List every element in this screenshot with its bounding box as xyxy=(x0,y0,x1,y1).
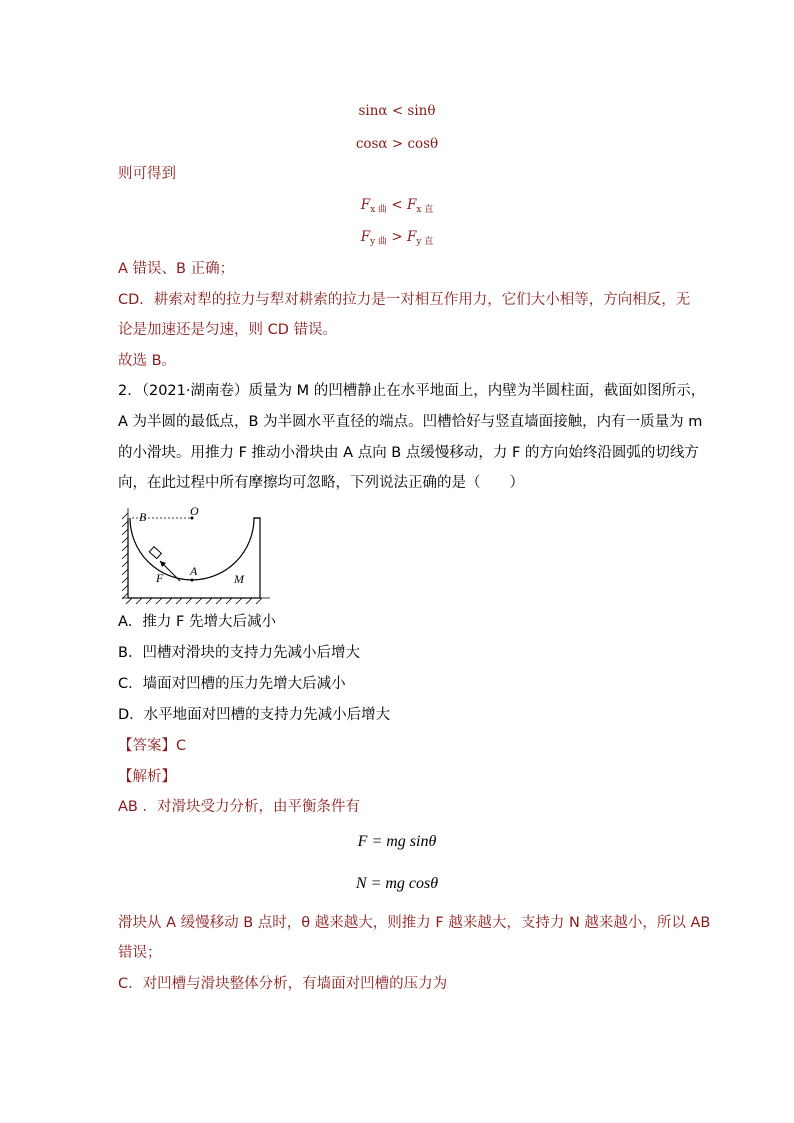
formula-cos: cosα > cosθ xyxy=(355,136,439,152)
question-line-3: 的小滑块。用推力 F 推动小滑块由 A 点向 B 点缓慢移动，力 F 的方向始终沿圆弧的切线方 xyxy=(118,445,699,461)
label-b: B xyxy=(139,510,147,524)
analysis-c-intro: C．对凹槽与滑块整体分析，有墙面对凹槽的压力为 xyxy=(118,976,448,992)
conclusion-ab: A 错误、B 正确； xyxy=(118,261,235,277)
formula-fy: $F_{y 曲} > F_{y 直}$ xyxy=(360,229,434,247)
slider-block xyxy=(149,547,161,559)
choose-b: 故选 B。 xyxy=(118,353,177,369)
question-line-4: 向，在此过程中所有摩擦均可忽略，下列说法正确的是（ ） xyxy=(118,475,524,491)
option-b: B．凹槽对滑块的支持力先减小后增大 xyxy=(118,645,360,661)
ground-hatch xyxy=(122,598,270,604)
lowest-point-a xyxy=(191,579,194,582)
formula-fx: $F_{x 曲} < F_{x 直}$ xyxy=(360,197,434,215)
formula-sin: sinα < sinθ xyxy=(358,103,436,119)
analysis-title: 【解析】 xyxy=(118,769,176,785)
label-a: A xyxy=(190,564,198,578)
option-d: D．水平地面对凹槽的支持力先减小后增大 xyxy=(118,707,391,723)
question-line-2: A 为半圆的最低点，B 为半圆水平直径的端点。凹槽恰好与竖直墙面接触，内有一质量为 m xyxy=(118,414,703,430)
equation-f: F = mg sinθ xyxy=(357,833,437,850)
thus-text: 则可得到 xyxy=(118,166,176,182)
option-c: C．墙面对凹槽的压力先增大后减小 xyxy=(118,676,346,692)
answer: 【答案】C xyxy=(118,738,187,754)
cd-line-2: 论是加速还是匀速，则 CD 错误。 xyxy=(118,322,338,338)
label-f: F xyxy=(156,571,164,585)
groove-outline xyxy=(128,518,260,598)
cd-line-1: CD．耕索对犁的拉力与犁对耕索的拉力是一对相互作用力，它们大小相等，方向相反，无 xyxy=(118,292,691,308)
groove-figure xyxy=(118,503,278,608)
equation-n: N = mg cosθ xyxy=(355,875,439,892)
explanation-line-2: 错误； xyxy=(118,945,162,961)
option-a: A．推力 F 先增大后减小 xyxy=(118,614,276,630)
label-m: M xyxy=(234,572,244,586)
wall-hatch xyxy=(122,508,128,599)
analysis-ab-intro: AB ．对滑块受力分析，由平衡条件有 xyxy=(118,799,360,815)
question-line-1: 2．（2021·湖南卷）质量为 M 的凹槽静止在水平地面上，内壁为半圆柱面，截面如图所示， xyxy=(118,383,706,399)
label-o: O xyxy=(190,504,199,518)
explanation-line-1: 滑块从 A 缓慢移动 B 点时，θ 越来越大，则推力 F 越来越大，支持力 N 越来越小，所以 AB xyxy=(118,915,711,931)
